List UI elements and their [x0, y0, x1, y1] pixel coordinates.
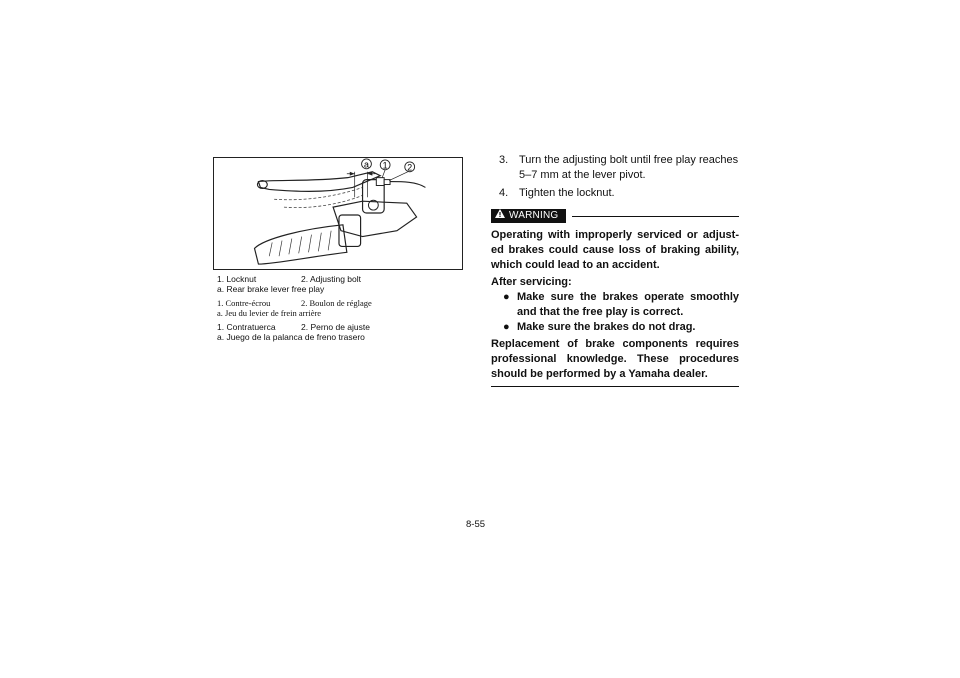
figure-legend: [217, 274, 467, 346]
legend-item-2: 2. Boulon de réglage: [301, 298, 372, 308]
instructions-column: [491, 153, 739, 387]
warning-rule: [572, 216, 739, 217]
warning-bullet: [491, 320, 739, 335]
bullet-icon: ●: [503, 321, 510, 333]
warning-header: [491, 209, 739, 223]
warning-bullet: [491, 290, 739, 320]
warning-triangle-icon: [495, 209, 505, 223]
bullet-text: Make sure the brakes operate smoothly and that the free play is correct.: [517, 291, 739, 318]
step-3: [491, 153, 739, 183]
warning-label: WARNING: [509, 210, 559, 221]
callout-a: a: [364, 159, 369, 170]
callout-1: 1: [382, 160, 388, 171]
legend-item-a: a. Rear brake lever free play: [217, 284, 325, 294]
legend-item-1: 1. Contre-écrou: [217, 298, 271, 308]
warning-paragraph: Operating with improperly serviced or adjust-ed brakes could cause loss of braking ability, which could lead to an accident.: [491, 229, 739, 271]
step-text: Turn the adjusting bolt until free play reaches 5–7 mm at the lever pivot.: [519, 154, 739, 181]
legend-french: [217, 298, 467, 318]
dealer-paragraph: Replacement of brake components requires professional knowledge. These procedures should be performed by a Yamaha dealer.: [491, 338, 739, 380]
legend-spanish: [217, 322, 467, 342]
brake-lever-illustration: [213, 157, 463, 270]
legend-item-a: a. Juego de la palanca de freno trasero: [217, 332, 365, 342]
legend-item-a: a. Jeu du levier de frein arrière: [217, 308, 322, 318]
warning-end-rule: [491, 386, 739, 387]
bullet-text: Make sure the brakes do not drag.: [517, 321, 696, 333]
legend-item-1: 1. Locknut: [217, 274, 257, 284]
legend-item-2: 2. Adjusting bolt: [301, 274, 362, 284]
after-servicing-title: After servicing:: [491, 276, 572, 288]
step-number: 3.: [499, 154, 509, 166]
warning-badge: [491, 209, 566, 223]
legend-item-2: 2. Perno de ajuste: [301, 322, 370, 332]
step-4: [491, 186, 739, 201]
bullet-icon: ●: [503, 291, 510, 303]
legend-item-1: 1. Contratuerca: [217, 322, 276, 332]
step-number: 4.: [499, 187, 509, 199]
page-number: 8-55: [466, 519, 486, 530]
callout-2: 2: [407, 162, 413, 173]
step-text: Tighten the locknut.: [519, 187, 615, 199]
brake-lever-drawing: [214, 158, 462, 269]
legend-english: [217, 274, 467, 294]
